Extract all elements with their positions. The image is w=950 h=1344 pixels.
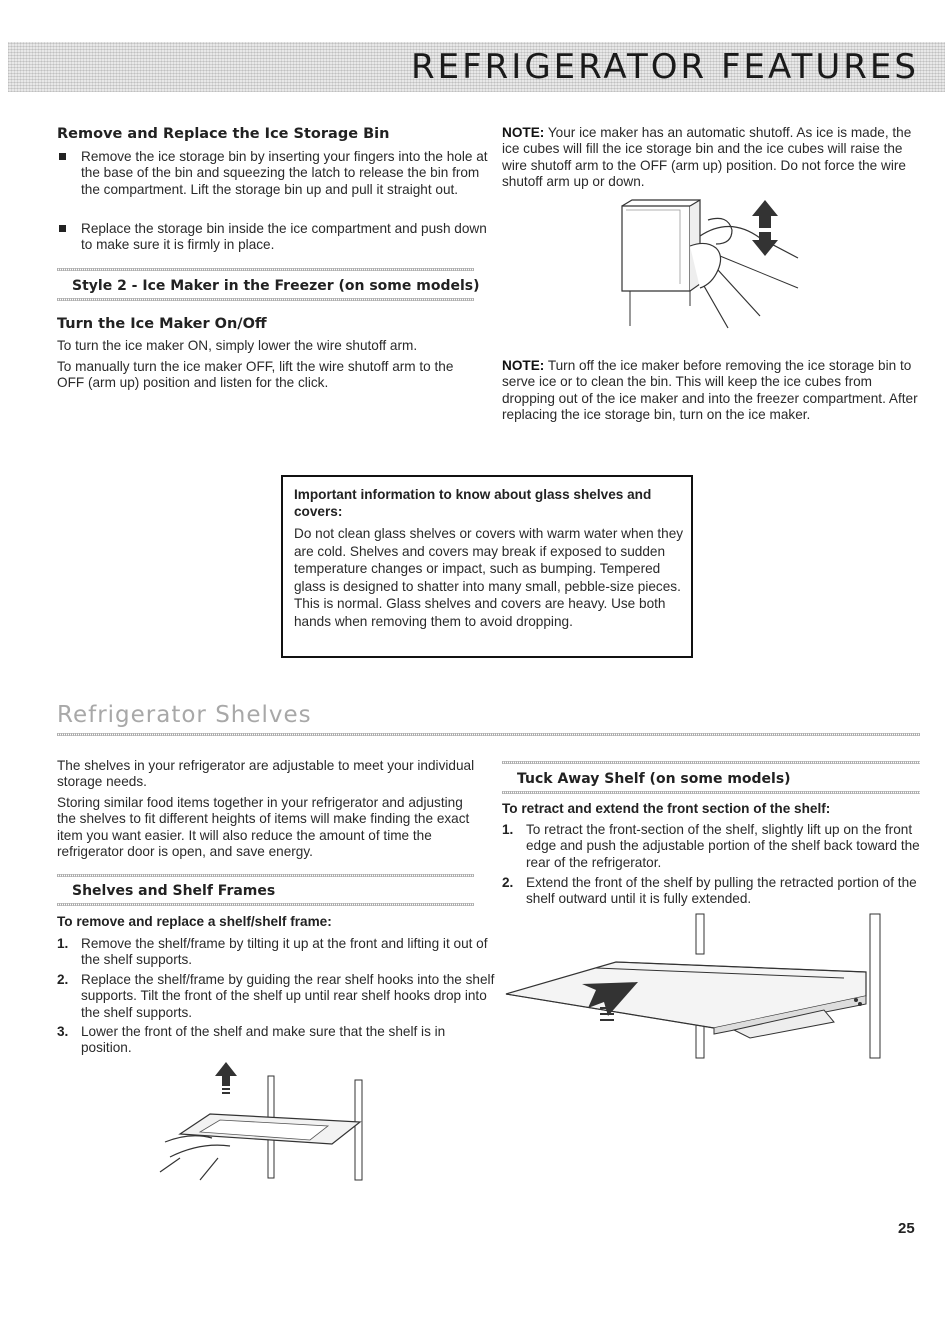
ice-maker-off-text: To manually turn the ice maker OFF, lift the wire shutoff arm to the OFF (arm up) position and listen for the click. (57, 359, 454, 391)
warning-title: Important information to know about glass shelves and covers: (294, 487, 652, 519)
shelves-intro-1: The shelves in your refrigerator are adjustable to meet your individual storage needs. (57, 758, 475, 790)
step-number: 2. (502, 875, 514, 890)
step-number: 1. (502, 822, 514, 837)
note-text: Turn off the ice maker before removing the ice storage bin to serve ice or to clean the bin. This will keep the ice cubes from dropping out of the ice maker and into the freezer compartment. After replacing the ice storage bin, turn on the ice maker. (502, 358, 918, 422)
step-number: 2. (57, 972, 69, 987)
step-text: To retract the front-section of the shelf, slightly lift up on the front edge and push the adjustable portion of the shelf back toward the rear of the refrigerator. (526, 822, 920, 870)
divider (502, 791, 920, 794)
step-text: Remove the shelf/frame by tilting it up at the front and lifting it out of the shelf supports. (81, 936, 488, 968)
step-text: Replace the shelf/frame by guiding the rear shelf hooks into the shelf supports. Tilt the front of the shelf up until rear shelf hooks drop into the shelf supports. (81, 972, 495, 1020)
step-item (502, 875, 946, 908)
shelves-intro-2: Storing similar food items together in your refrigerator and adjusting the shelves to fit different heights of items will make finding the exact item you want easier. It will also reduce the amount of time the refrigerator door is open, and save energy. (57, 795, 470, 859)
note-label: NOTE: (502, 125, 545, 140)
shelf-frames-heading: Shelves and Shelf Frames (72, 883, 276, 899)
tuck-away-subheading: To retract and extend the front section of the shelf: (502, 801, 831, 816)
shelf-removal-illustration (160, 1062, 380, 1182)
tuck-away-heading: Tuck Away Shelf (on some models) (517, 771, 791, 787)
divider (57, 298, 474, 301)
step-item (57, 936, 499, 969)
shelf-frames-subheading: To remove and replace a shelf/shelf frame: (57, 914, 332, 929)
ice-bin-bullet-1: Remove the ice storage bin by inserting your fingers into the hole at the base of the bin and squeezing the latch to release the bin from the compartment. Lift the storage bin up and pull it straight out. (57, 149, 499, 198)
style2-heading: Style 2 - Ice Maker in the Freezer (on some models) (72, 278, 480, 294)
step-text: Lower the front of the shelf and make sure that the shelf is in position. (81, 1024, 446, 1056)
page-title: REFRIGERATOR FEATURES (411, 47, 919, 87)
ice-maker-onoff-heading: Turn the Ice Maker On/Off (57, 316, 267, 332)
divider (57, 903, 474, 906)
glass-shelves-warning-box (281, 475, 693, 658)
divider (502, 761, 920, 764)
ice-bin-heading: Remove and Replace the Ice Storage Bin (57, 126, 390, 142)
note-auto-shutoff (502, 125, 922, 190)
divider (57, 874, 474, 877)
warning-body: Do not clean glass shelves or covers with warm water when they are cold. Shelves and covers may break if exposed to sudden temperature changes or impact, such as bumping. Tempered glass is designed to shatter into many small, pebble-size pieces. This is normal. Glass shelves and covers are heavy. Use both hands when removing them to avoid dropping. (294, 526, 684, 629)
ice-bin-bullet-2: Replace the storage bin inside the ice compartment and push down to make sure it is firmly in place. (57, 221, 499, 254)
tuck-away-shelf-illustration (504, 912, 894, 1062)
ice-maker-illustration (620, 196, 800, 331)
step-number: 1. (57, 936, 69, 951)
section-title-shelves: Refrigerator Shelves (57, 702, 312, 728)
step-number: 3. (57, 1024, 69, 1039)
divider (57, 268, 474, 271)
section-divider (57, 733, 920, 736)
step-item (57, 972, 499, 1021)
step-item (502, 822, 946, 871)
note-label: NOTE: (502, 358, 545, 373)
note-text: Your ice maker has an automatic shutoff. As ice is made, the ice cubes will fill the ice storage bin and the ice cubes will raise the wire shutoff arm to the OFF (arm up) position. Do not force the wire shutoff arm up or down. (502, 125, 912, 189)
step-item (57, 1024, 499, 1057)
page-number: 25 (898, 1220, 915, 1237)
note-turn-off (502, 358, 922, 423)
step-text: Extend the front of the shelf by pulling the retracted portion of the shelf outward until it is fully extended. (526, 875, 917, 907)
header-banner (8, 42, 945, 92)
ice-maker-on-text: To turn the ice maker ON, simply lower the wire shutoff arm. (57, 338, 418, 353)
